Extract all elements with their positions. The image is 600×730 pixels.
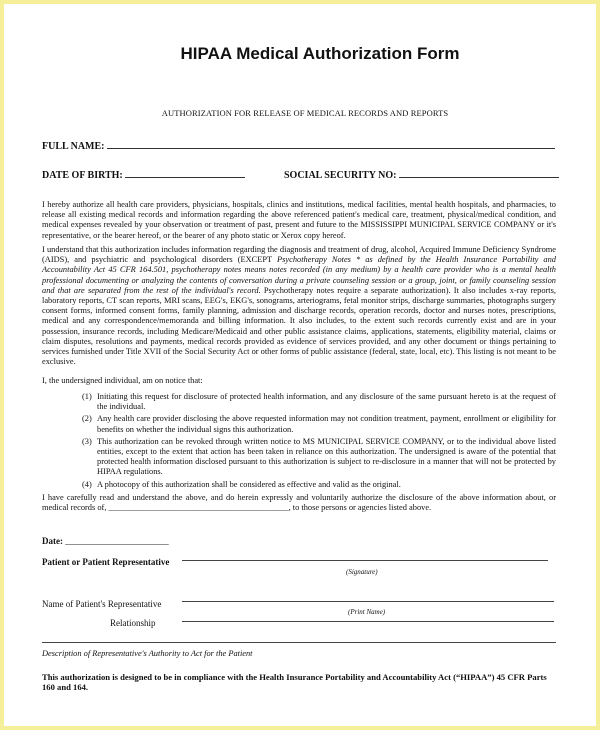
ssn-label: SOCIAL SECURITY NO: bbox=[284, 170, 397, 181]
patient-signature-label: Patient or Patient Representative bbox=[42, 557, 170, 567]
list-item: (3) This authorization can be revoked through written notice to MS MUNICIPAL SERVICE COMPANY, or to the individual above listed entities, except to the extent that action has been taken in reliance on this authorization. The undersigned is aware of the potential that protected health information disclosed pursuant to this authorization is subject to re-disclosure in a manner that will not be protected by HIPAA regulations. bbox=[82, 436, 556, 477]
hipaa-compliance-note: This authorization is designed to be in compliance with the Health Insurance Portability and Accountability Act (“HIPAA”) 45 CFR Parts 160 and 164. bbox=[42, 672, 547, 692]
psychotherapy-definition: Psychotherapy Notes * as defined by the Health Insurance Portability and Accountability Act 45 CFR 164.501, psychotherapy notes means notes recorded (in any medium) by a health care provider who is a mental health professional documenting or analyzing the contents of conversation during a private counseling session or a group, joint, or family counseling session and that are separated from the rest of the individual's record. bbox=[42, 255, 556, 295]
list-item: (4) A photocopy of this authorization shall be considered as effective and valid as the original. bbox=[82, 479, 401, 489]
full-name-line[interactable] bbox=[107, 140, 555, 149]
full-name-field bbox=[42, 140, 555, 152]
date-field bbox=[42, 536, 169, 546]
print-name-caption: (Print Name) bbox=[348, 608, 386, 616]
dob-line[interactable] bbox=[125, 169, 245, 178]
scope-paragraph bbox=[42, 245, 556, 367]
form-title: HIPAA Medical Authorization Form bbox=[180, 44, 460, 63]
notice-intro: I, the undersigned individual, am on notice that: bbox=[42, 376, 203, 385]
dob-label: DATE OF BIRTH: bbox=[42, 170, 123, 181]
list-item: (2) Any health care provider disclosing the above requested information may not condition treatment, payment, enrollment or eligibility for benefits on whether the individual signs this authorization. bbox=[82, 414, 556, 434]
date-label: Date: bbox=[42, 536, 63, 546]
signature-line[interactable] bbox=[182, 560, 548, 561]
scope-text-a: I understand that this authorization includes information regarding the diagnosis and treatment of drug, alcohol, Acquired Immune Deficiency Syndrome (AIDS), and psychiatric and psychological disorders (EXCEPT bbox=[42, 245, 556, 265]
full-name-label: FULL NAME: bbox=[42, 141, 105, 152]
form-subtitle: AUTHORIZATION FOR RELEASE OF MEDICAL RECORDS AND REPORTS bbox=[161, 108, 449, 118]
document-page bbox=[4, 4, 596, 726]
dob-field bbox=[42, 169, 245, 181]
relationship-line[interactable] bbox=[182, 621, 554, 622]
ssn-line[interactable] bbox=[399, 169, 559, 178]
scope-text-b: Psychotherapy notes require a separate authorization). It also includes x-ray reports, laboratory reports, CT scan reports, MRI scans, EEG's, EKG's, sonograms, arteriograms, fetal monitor strips, discharge summaries, photographs surgery consent forms, informed consent forms, family planning, admission and discharge records, operation records, doctor and nurses notes, prescriptions, medical and any correspondence/memoranda and billing information. It also includes, to the extent such records currently exist and are in your possession, insurance records, including Medicare/Medicaid and other public assistance claims, applications, statements, eligibility material, claims or claim disputes, resolutions and payments, medical records provided as evidence of services provided, and any other document or things pertaining to services furnished under Title XVII of the Social Security Act or other forms of public assistance (federal, state, local, etc). This listing is not meant to be exclusive. bbox=[42, 285, 556, 367]
consent-paragraph: I have carefully read and understand the above, and do herein expressly and voluntarily authorize the disclosure of the above information about, or medical records of, ___________________________________________, to those persons or agencies listed above. bbox=[42, 493, 556, 513]
relationship-label: Relationship bbox=[110, 618, 156, 628]
rep-name-line[interactable] bbox=[182, 601, 554, 602]
description-line[interactable] bbox=[42, 642, 556, 643]
description-label: Description of Representative's Authority to Act for the Patient bbox=[42, 649, 253, 658]
ssn-field bbox=[284, 169, 559, 181]
list-item: (1) Initiating this request for disclosure of protected health information, and any disclosure of the same pursuant hereto is at the request of the individual. bbox=[82, 392, 556, 412]
rep-name-label: Name of Patient's Representative bbox=[42, 599, 162, 609]
signature-caption: (Signature) bbox=[346, 568, 378, 576]
date-line[interactable]: _______________________ bbox=[65, 536, 169, 546]
notice-list bbox=[42, 392, 556, 492]
authorization-paragraph: I hereby authorize all health care providers, physicians, hospitals, clinics and institutions, medical facilities, mental health hospitals, and pharmacies, to release all existing medical records and information regarding the above referenced patient's medical care, treatment, physical/medical condition, and medical expenses revealed by your observation or treatment of past, present and future to the MISSISSIPPI MUNICIPAL SERVICE COMPANY or it's representative, or the bearer hereof, or the bearer of any photo static or Xerox copy hereof. bbox=[42, 200, 556, 240]
